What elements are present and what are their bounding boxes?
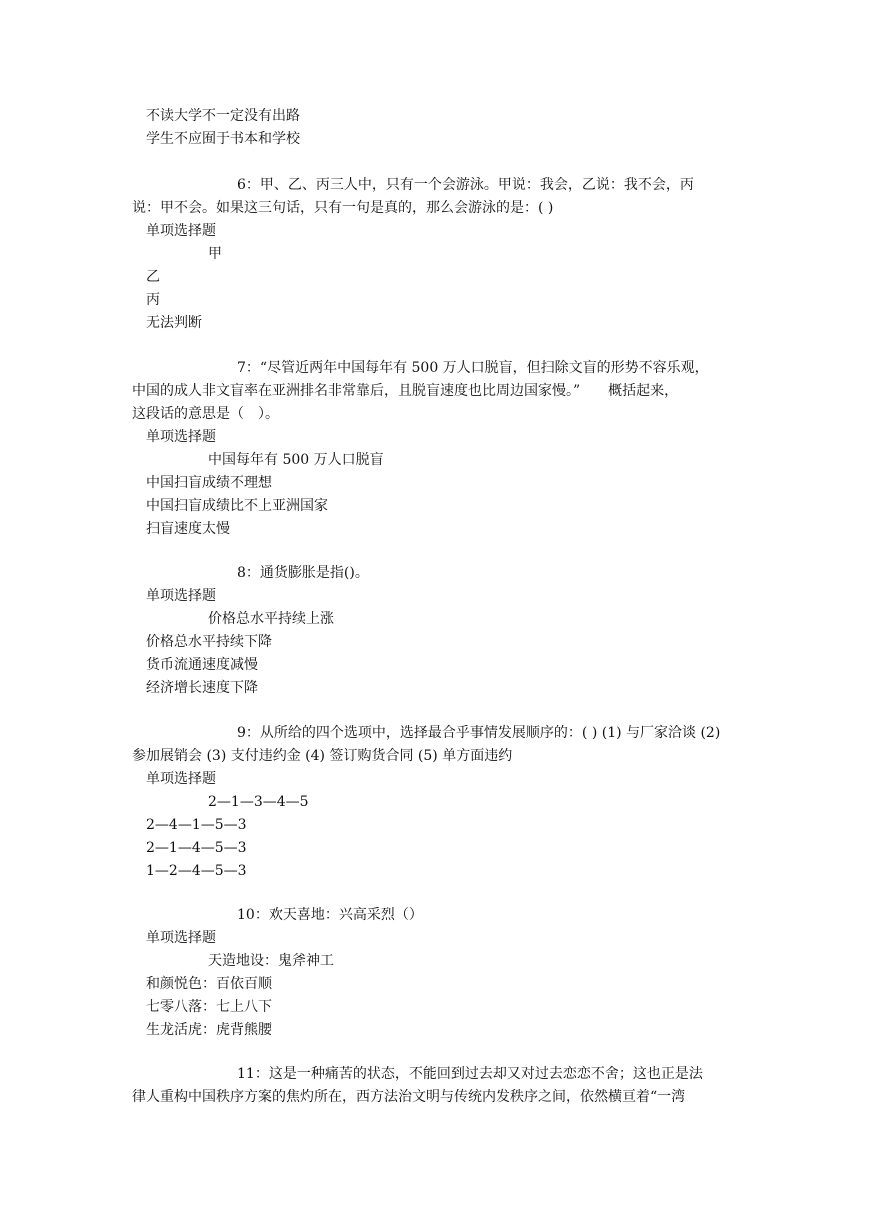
question-type-label: 单项选择题 — [146, 771, 216, 787]
option-text: 无法判断 — [146, 315, 202, 331]
option-text: 甲 — [208, 246, 222, 262]
question-text: 10：欢天喜地：兴高采烈（） — [237, 907, 423, 923]
question-text: 7：“尽管近两年中国每年有 500 万人口脱盲，但扫除文盲的形势不容乐观， — [237, 360, 709, 376]
question-type-label: 单项选择题 — [146, 223, 216, 239]
option-text: 七零八落：七上八下 — [146, 999, 272, 1015]
question-text: 9：从所给的四个选项中，选择最合乎事情发展顺序的：( ) (1) 与厂家洽谈 (2) — [237, 725, 721, 741]
option-text: 和颜悦色：百依百顺 — [146, 976, 272, 992]
question-text: 说：甲不会。如果这三句话，只有一句是真的，那么会游泳的是：( ) — [132, 200, 554, 216]
option-text: 经济增长速度下降 — [146, 680, 258, 696]
option-text: 2—4—1—5—3 — [146, 817, 247, 833]
option-text: 2—1—3—4—5 — [208, 794, 309, 810]
option-text: 扫盲速度太慢 — [146, 521, 230, 537]
option-text: 货币流通速度减慢 — [146, 657, 258, 673]
question-text: 中国的成人非文盲率在亚洲排名非常靠后，且脱盲速度也比周边国家慢。” 概括起来， — [132, 383, 679, 399]
question-text: 8：通货膨胀是指()。 — [237, 565, 369, 581]
question-type-label: 单项选择题 — [146, 429, 216, 445]
option-text: 价格总水平持续上涨 — [208, 611, 334, 627]
option-text: 乙 — [146, 269, 160, 285]
option-text: 2—1—4—5—3 — [146, 840, 247, 856]
question-type-label: 单项选择题 — [146, 588, 216, 604]
option-text: 不读大学不一定没有出路 — [146, 108, 300, 124]
option-text: 生龙活虎：虎背熊腰 — [146, 1022, 272, 1038]
option-text: 中国每年有 500 万人口脱盲 — [208, 452, 384, 468]
option-text: 学生不应囿于书本和学校 — [146, 131, 300, 147]
question-type-label: 单项选择题 — [146, 930, 216, 946]
question-text: 参加展销会 (3) 支付违约金 (4) 签订购货合同 (5) 单方面违约 — [132, 748, 513, 764]
option-text: 中国扫盲成绩比不上亚洲国家 — [146, 498, 328, 514]
question-text: 6：甲、乙、丙三人中，只有一个会游泳。甲说：我会，乙说：我不会，丙 — [237, 177, 694, 193]
question-text: 律人重构中国秩序方案的焦灼所在，西方法治文明与传统内发秩序之间，依然横亘着“一湾 — [132, 1089, 686, 1105]
option-text: 价格总水平持续下降 — [146, 634, 272, 650]
question-text: 11：这是一种痛苦的状态，不能回到过去却又对过去恋恋不舍；这也正是法 — [237, 1066, 703, 1082]
option-text: 丙 — [146, 292, 160, 308]
option-text: 1—2—4—5—3 — [146, 863, 247, 879]
option-text: 天造地设：鬼斧神工 — [208, 953, 334, 969]
option-text: 中国扫盲成绩不理想 — [146, 475, 272, 491]
question-text: 这段话的意思是（ ）。 — [132, 406, 279, 422]
